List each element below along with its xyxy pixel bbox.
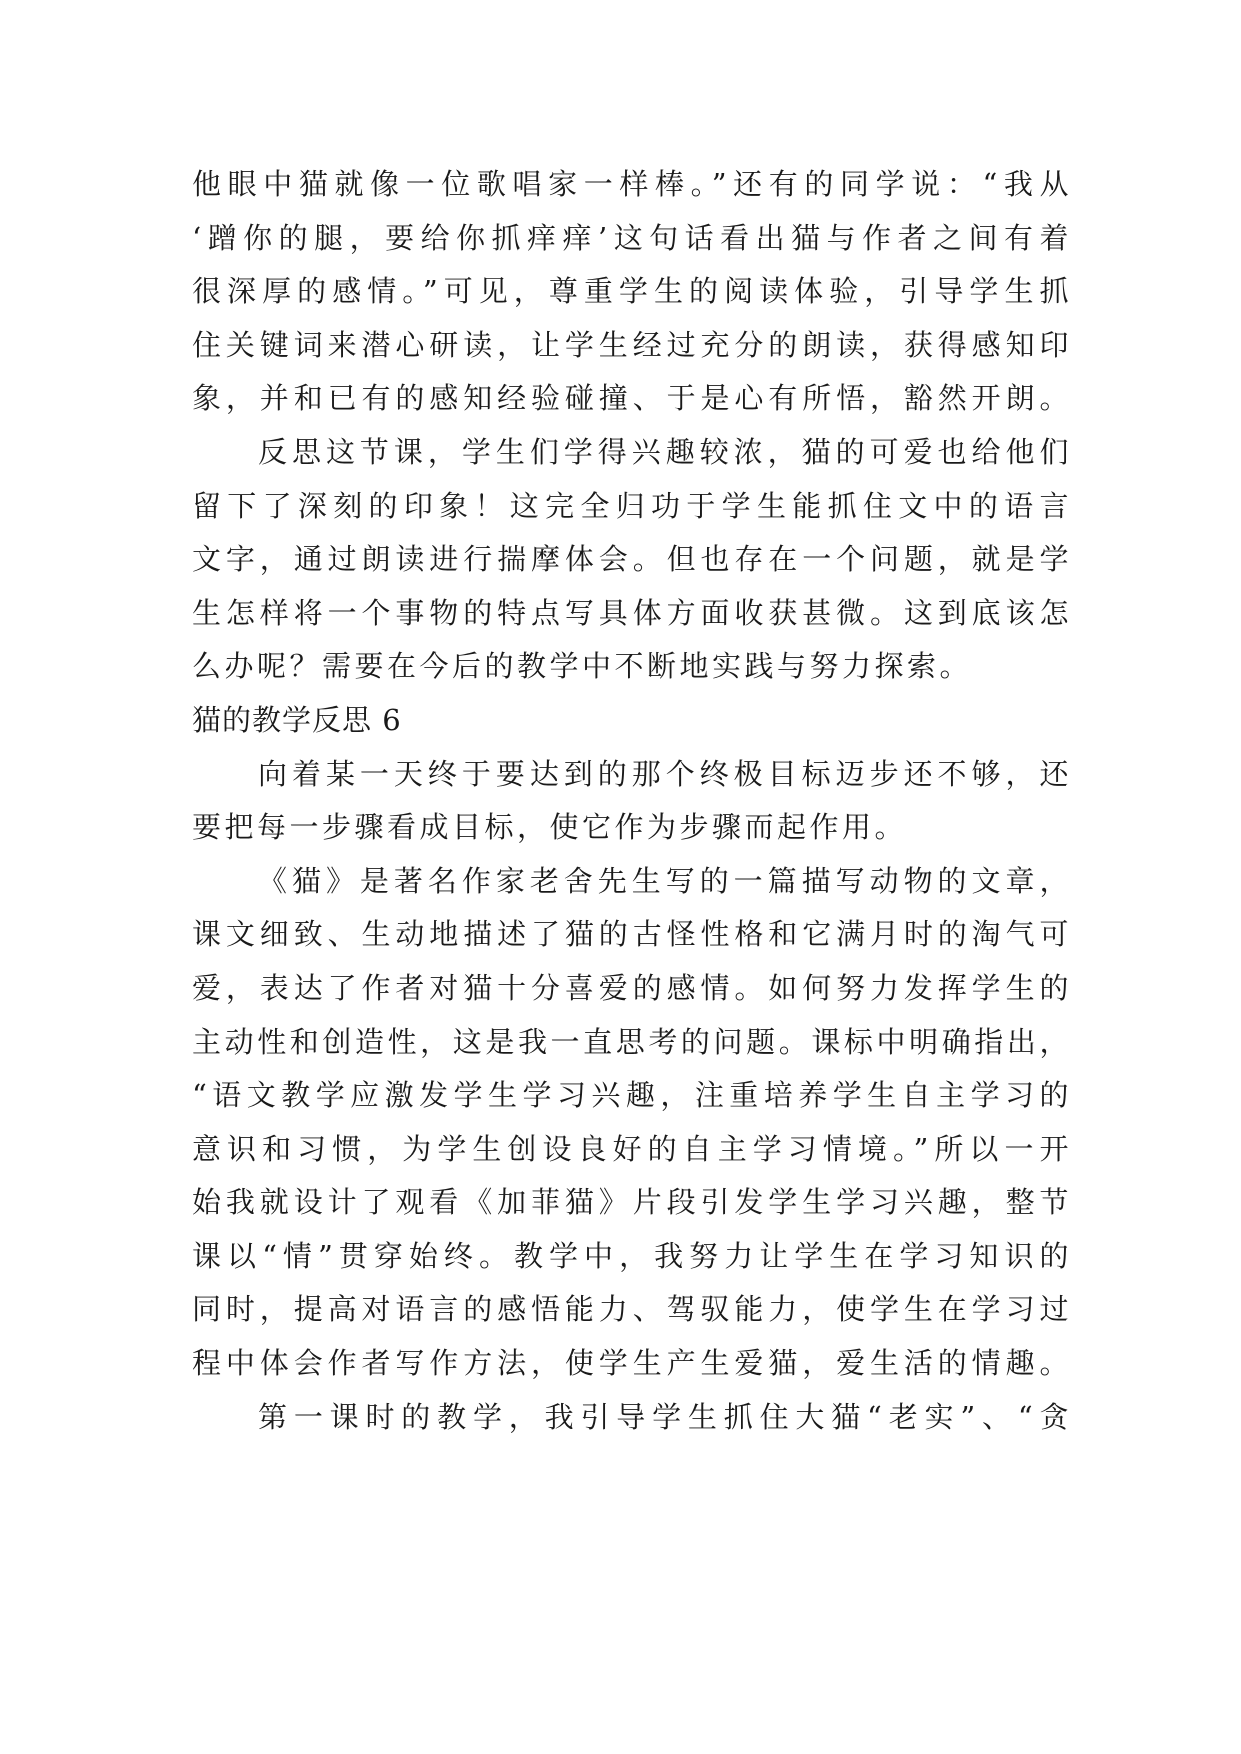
text-line: 课文细致、生动地描述了猫的古怪性格和它满月时的淘气可 <box>192 917 1072 952</box>
text-line: 文字，通过朗读进行揣摩体会。但也存在一个问题，就是学 <box>192 542 1072 577</box>
paragraph-first-line: 向着某一天终于要达到的那个终极目标迈步还不够，还 <box>258 756 1072 791</box>
paragraph-first-line: 第一课时的教学，我引导学生抓住大猫“老实”、“贪 <box>258 1399 1072 1434</box>
text-line: 课以“情”贯穿始终。教学中，我努力让学生在学习知识的 <box>192 1238 1072 1273</box>
paragraph-first-line: 《猫》是著名作家老舍先生写的一篇描写动物的文章， <box>258 863 1072 898</box>
text-line: 生怎样将一个事物的特点写具体方面收获甚微。这到底该怎 <box>192 595 1072 630</box>
text-line: 他眼中猫就像一位歌唱家一样棒。”还有的同学说：“我从 <box>192 167 1072 201</box>
text-line: 留下了深刻的印象！这完全归功于学生能抓住文中的语言 <box>192 488 1072 523</box>
text-line: 同时，提高对语言的感悟能力、驾驭能力，使学生在学习过 <box>192 1292 1072 1327</box>
text-line: “语文教学应激发学生学习兴趣，注重培养学生自主学习的 <box>192 1078 1072 1113</box>
text-line: 始我就设计了观看《加菲猫》片段引发学生学习兴趣，整节 <box>192 1185 1072 1220</box>
text-line: ‘蹭你的腿，要给你抓痒痒’这句话看出猫与作者之间有着 <box>192 220 1072 255</box>
text-line: 爱，表达了作者对猫十分喜爱的感情。如何努力发挥学生的 <box>192 970 1072 1005</box>
text-line: 程中体会作者写作方法，使学生产生爱猫，爱生活的情趣。 <box>192 1346 1072 1381</box>
document-body <box>192 158 1072 1444</box>
text-line: 主动性和创造性，这是我一直思考的问题。课标中明确指出， <box>192 1024 1072 1059</box>
text-line: 象，并和已有的感知经验碰撞、于是心有所悟，豁然开朗。 <box>192 381 1072 416</box>
text-line: 么办呢？需要在今后的教学中不断地实践与努力探索。 <box>192 649 973 684</box>
text-line: 住关键词来潜心研读，让学生经过充分的朗读，获得感知印 <box>192 327 1072 362</box>
text-line: 很深厚的感情。”可见，尊重学生的阅读体验，引导学生抓 <box>192 274 1072 309</box>
paragraph-first-line: 反思这节课，学生们学得兴趣较浓，猫的可爱也给他们 <box>258 434 1072 469</box>
text-line: 要把每一步骤看成目标，使它作为步骤而起作用。 <box>192 810 908 845</box>
text-line: 意识和习惯，为学生创设良好的自主学习情境。”所以一开 <box>192 1131 1072 1166</box>
section-heading: 猫的教学反思 6 <box>192 702 402 737</box>
